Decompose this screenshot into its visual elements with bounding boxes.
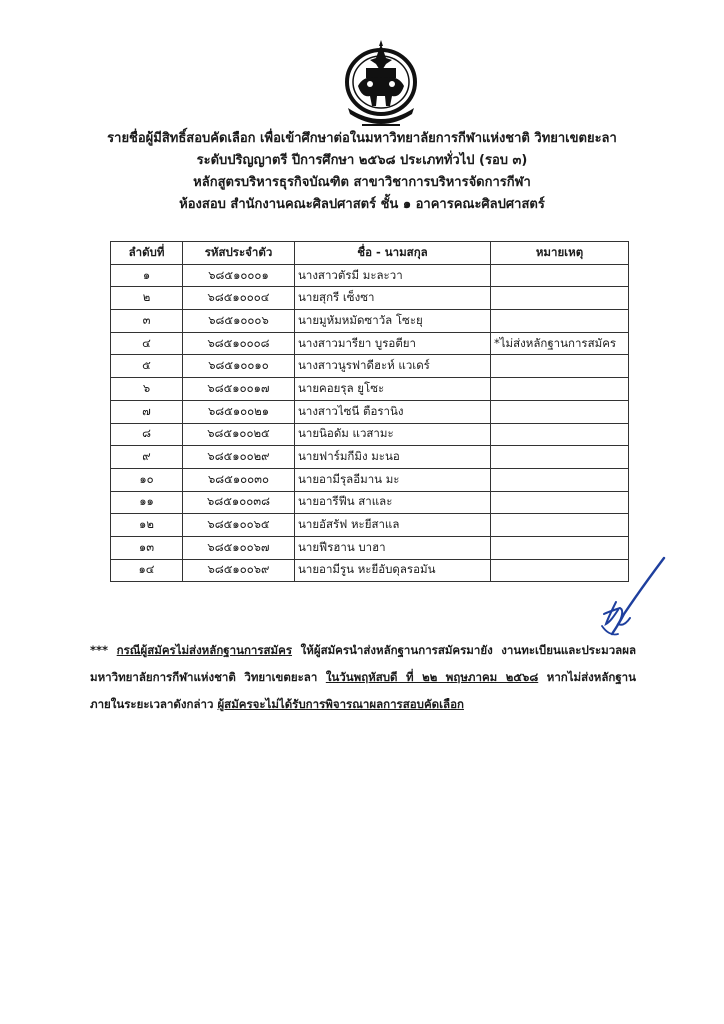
row-student-id: ๖๘๕๑๐๐๑๗ bbox=[183, 378, 295, 401]
row-order: ๖ bbox=[111, 378, 183, 401]
notice-deadline: ในวันพฤหัสบดี ที่ ๒๒ พฤษภาคม ๒๕๖๘ bbox=[325, 670, 539, 684]
notice-paragraph bbox=[90, 637, 636, 718]
row-full-name: นายอัสรัฟ หะยีสาแล bbox=[295, 514, 491, 537]
handwritten-signature bbox=[590, 552, 670, 642]
table-row bbox=[111, 332, 629, 355]
header-line-1: รายชื่อผู้มีสิทธิ์สอบคัดเลือก เพื่อเข้าศึกษาต่อในมหาวิทยาลัยการกีฬาแห่งชาติ วิทยาเขตยะลา bbox=[107, 131, 617, 146]
table-header-row bbox=[111, 242, 629, 265]
row-remark bbox=[491, 446, 629, 469]
row-order: ๑๐ bbox=[111, 468, 183, 491]
row-order: ๑๑ bbox=[111, 491, 183, 514]
row-full-name: นางสาวตัรมี มะละวา bbox=[295, 264, 491, 287]
row-remark bbox=[491, 355, 629, 378]
row-remark bbox=[491, 423, 629, 446]
row-full-name: นายฟีรฮาน บาฮา bbox=[295, 536, 491, 559]
row-full-name: นางสาวนูรฟาดีฮะห์ แวเดร์ bbox=[295, 355, 491, 378]
header-line-4: ห้องสอบ สำนักงานคณะศิลปศาสตร์ ชั้น ๑ อาคารคณะศิลปศาสตร์ bbox=[179, 197, 545, 212]
row-student-id: ๖๘๕๑๐๐๖๗ bbox=[183, 536, 295, 559]
row-full-name: นายอารีฟีน สาและ bbox=[295, 491, 491, 514]
notice-consequence: ผู้สมัครจะไม่ได้รับการพิจารณาผลการสอบคัดเลือก bbox=[217, 697, 464, 711]
row-student-id: ๖๘๕๑๐๐๖๙ bbox=[183, 559, 295, 582]
row-student-id: ๖๘๕๑๐๐๑๐ bbox=[183, 355, 295, 378]
row-full-name: นายคอยรุล ยูโซะ bbox=[295, 378, 491, 401]
row-remark bbox=[491, 400, 629, 423]
row-order: ๗ bbox=[111, 400, 183, 423]
row-student-id: ๖๘๕๑๐๐๐๘ bbox=[183, 332, 295, 355]
row-order: ๘ bbox=[111, 423, 183, 446]
column-header-id: รหัสประจำตัว bbox=[183, 242, 295, 265]
row-order: ๒ bbox=[111, 287, 183, 310]
row-full-name: นายอามีรูน หะยีอับดุลรอมัน bbox=[295, 559, 491, 582]
row-full-name: นายนิอดัม แวสามะ bbox=[295, 423, 491, 446]
table-row bbox=[111, 287, 629, 310]
notice-text-1: ให้ผู้สมัครนำส่งหลักฐานการสมัครมายัง งานทะเบียนและประมวลผล มหาวิทยาลัยการกีฬาแห่งชาติ วิทยาเขตยะลา bbox=[90, 643, 636, 684]
table-body bbox=[111, 264, 629, 582]
table-row bbox=[111, 310, 629, 333]
table-row bbox=[111, 514, 629, 537]
row-remark bbox=[491, 514, 629, 537]
row-order: ๙ bbox=[111, 446, 183, 469]
row-student-id: ๖๘๕๑๐๐๐๔ bbox=[183, 287, 295, 310]
header-line-2: ระดับปริญญาตรี ปีการศึกษา ๒๕๖๘ ประเภททั่วไป (รอบ ๓) bbox=[196, 153, 528, 168]
row-remark: *ไม่ส่งหลักฐานการสมัคร bbox=[491, 332, 629, 355]
row-student-id: ๖๘๕๑๐๐๒๙ bbox=[183, 446, 295, 469]
notice-text-2: หากไม่ส่งหลักฐานภายในระยะเวลาดังกล่าว bbox=[90, 670, 637, 711]
notice-condition: กรณีผู้สมัครไม่ส่งหลักฐานการสมัคร bbox=[116, 643, 293, 657]
row-student-id: ๖๘๕๑๐๐๖๕ bbox=[183, 514, 295, 537]
university-emblem-logo bbox=[340, 38, 422, 130]
column-header-name: ชื่อ - นามสกุล bbox=[295, 242, 491, 265]
row-student-id: ๖๘๕๑๐๐๐๑ bbox=[183, 264, 295, 287]
table-row bbox=[111, 491, 629, 514]
table-row bbox=[111, 468, 629, 491]
table-row bbox=[111, 446, 629, 469]
notice-prefix: *** bbox=[90, 643, 109, 657]
row-remark bbox=[491, 287, 629, 310]
row-full-name: นายอามีรุลอีมาน มะ bbox=[295, 468, 491, 491]
row-order: ๑ bbox=[111, 264, 183, 287]
row-student-id: ๖๘๕๑๐๐๓๘ bbox=[183, 491, 295, 514]
row-remark bbox=[491, 468, 629, 491]
row-student-id: ๖๘๕๑๐๐๐๖ bbox=[183, 310, 295, 333]
examinee-table bbox=[110, 241, 629, 582]
row-order: ๑๔ bbox=[111, 559, 183, 582]
row-student-id: ๖๘๕๑๐๐๒๑ bbox=[183, 400, 295, 423]
row-order: ๑๒ bbox=[111, 514, 183, 537]
row-order: ๔ bbox=[111, 332, 183, 355]
table-row bbox=[111, 378, 629, 401]
header-line-3: หลักสูตรบริหารธุรกิจบัณฑิต สาขาวิชาการบริหารจัดการกีฬา bbox=[193, 175, 531, 190]
row-remark bbox=[491, 264, 629, 287]
table-row bbox=[111, 423, 629, 446]
row-remark bbox=[491, 378, 629, 401]
document-header bbox=[0, 128, 724, 216]
row-full-name: นายมูหัมหมัดซาวัล โซะยุ bbox=[295, 310, 491, 333]
table-row bbox=[111, 536, 629, 559]
row-order: ๑๓ bbox=[111, 536, 183, 559]
table-row bbox=[111, 400, 629, 423]
row-remark bbox=[491, 310, 629, 333]
column-header-order: ลำดับที่ bbox=[111, 242, 183, 265]
row-remark bbox=[491, 491, 629, 514]
row-student-id: ๖๘๕๑๐๐๓๐ bbox=[183, 468, 295, 491]
row-student-id: ๖๘๕๑๐๐๒๕ bbox=[183, 423, 295, 446]
row-full-name: นายฟาร์มกีมิง มะนอ bbox=[295, 446, 491, 469]
table-row bbox=[111, 355, 629, 378]
table-row bbox=[111, 559, 629, 582]
column-header-note: หมายเหตุ bbox=[491, 242, 629, 265]
row-full-name: นางสาวไซนี ตือรานิง bbox=[295, 400, 491, 423]
row-full-name: นายสุกรี เซ็งซา bbox=[295, 287, 491, 310]
row-order: ๕ bbox=[111, 355, 183, 378]
table-row bbox=[111, 264, 629, 287]
row-order: ๓ bbox=[111, 310, 183, 333]
row-full-name: นางสาวมารียา บูรอตียา bbox=[295, 332, 491, 355]
